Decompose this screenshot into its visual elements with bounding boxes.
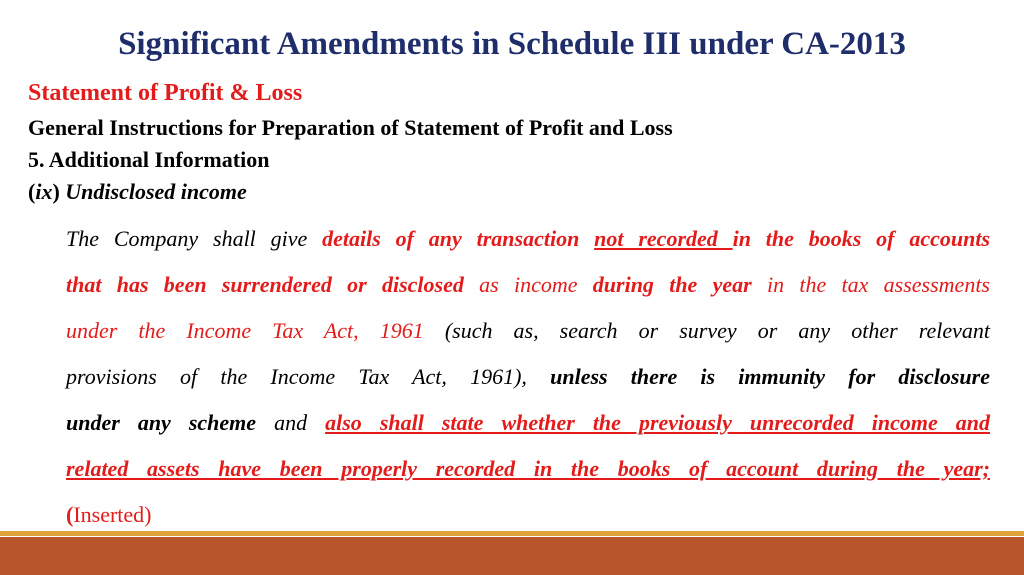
paragraph-line <box>66 224 990 254</box>
paragraph-line <box>66 408 990 438</box>
text-run: in the tax assessments <box>751 272 990 297</box>
text-run: in the books of accounts <box>732 226 991 251</box>
text-run: that has been surrendered or disclosed <box>66 272 464 297</box>
page-title: Significant Amendments in Schedule III under CA-2013 <box>118 26 906 62</box>
text-run: under the Income Tax Act, 1961 <box>66 318 445 343</box>
paragraph-line <box>66 454 990 484</box>
footer-accent-line <box>0 531 1024 536</box>
paragraph-line <box>66 316 990 346</box>
subheading: General Instructions for Preparation of Statement of Profit and Loss <box>28 115 673 140</box>
text-run: under any scheme <box>66 410 257 435</box>
footer-bar <box>0 537 1024 575</box>
subitem-open: ( <box>28 179 36 204</box>
item-heading: 5. Additional Information <box>28 147 270 172</box>
text-run: unless there is immunity for disclosure <box>526 364 990 389</box>
paragraph-line <box>66 362 990 392</box>
text-run: provisions of the Income Tax Act, 1961), <box>66 364 527 389</box>
subitem-number: ix <box>35 179 53 204</box>
subitem-label: Undisclosed income <box>59 179 247 204</box>
paragraph-line <box>66 500 990 530</box>
subitem-close: ) <box>52 179 60 204</box>
paragraph-line <box>66 270 990 300</box>
text-run: and <box>256 410 326 435</box>
text-run: also shall state whether the previously unrecorded income and <box>325 410 991 435</box>
section-heading: Statement of Profit & Loss <box>28 80 303 106</box>
text-run: not recorded <box>594 226 733 251</box>
text-run: related assets have been properly recorded in the books of account during the year; <box>66 456 990 481</box>
subitem-heading <box>28 179 247 205</box>
text-run: ( <box>66 502 74 527</box>
text-run: The Company shall give <box>66 226 323 251</box>
text-run: Inserted) <box>73 502 152 527</box>
text-run: details of any transaction <box>322 226 595 251</box>
text-run: as income <box>463 272 593 297</box>
text-run: (such as, search or survey or any other relevant <box>444 318 990 343</box>
text-run: during the year <box>592 272 752 297</box>
